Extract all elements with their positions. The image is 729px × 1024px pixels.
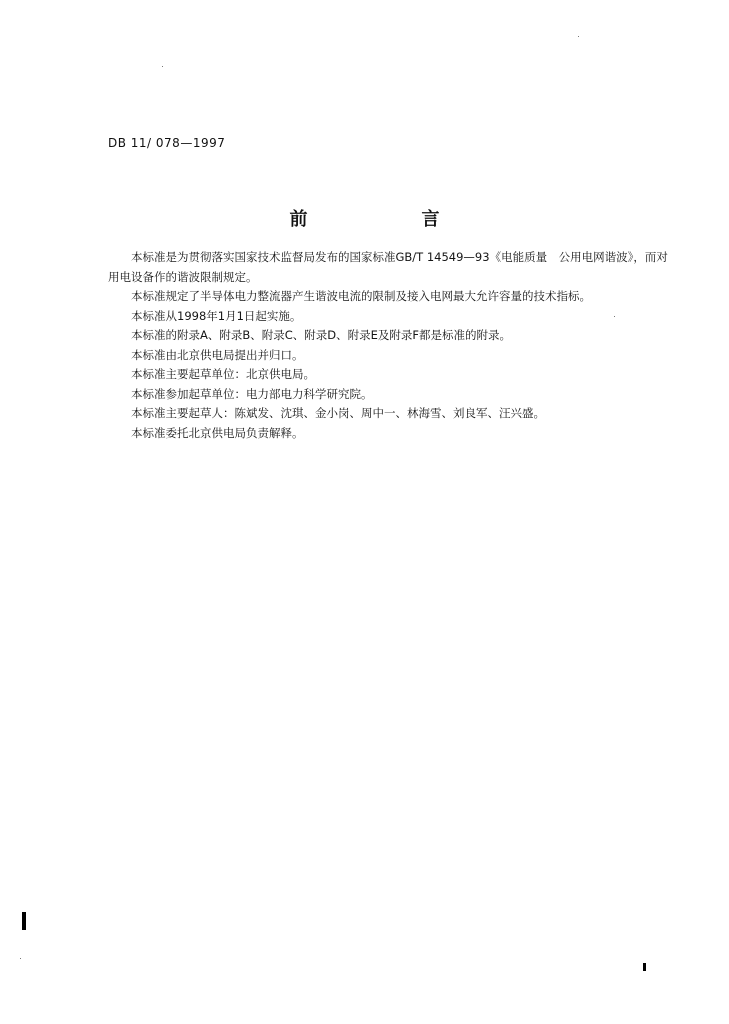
scan-mark-right	[643, 963, 646, 971]
scan-speck	[614, 316, 615, 317]
page-title: 前 言	[289, 209, 488, 230]
paragraph: 本标准主要起草人：陈斌发、沈琪、金小岗、周中一、林海雪、刘良军、汪兴盛。	[131, 406, 545, 420]
paragraph: 本标准是为贯彻落实国家技术监督局发布的国家标准GB/T 14549—93《电能质量 公用电网谐波》，而对用电设备作的谐波限制规定。	[108, 250, 668, 284]
paragraph: 本标准委托北京供电局负责解释。	[131, 425, 304, 440]
scan-speck	[578, 36, 579, 37]
paragraph: 本标准从1998年1月1日起实施。	[131, 308, 302, 323]
paragraph: 本标准主要起草单位：北京供电局。	[131, 367, 315, 381]
foreword-body	[108, 248, 668, 443]
paragraph: 本标准参加起草单位：电力部电力科学研究院。	[131, 386, 373, 401]
scan-speck	[20, 958, 21, 959]
paragraph: 本标准由北京供电局提出并归口。	[131, 347, 304, 362]
document-code: DB 11/ 078—1997	[108, 136, 226, 150]
scan-speck	[162, 66, 163, 67]
paragraph: 本标准的附录A、附录B、附录C、附录D、附录E及附录F都是标准的附录。	[131, 328, 512, 342]
scan-mark-left	[22, 912, 26, 930]
paragraph: 本标准规定了半导体电力整流器产生谐波电流的限制及接入电网最大允许容量的技术指标。	[131, 289, 591, 303]
